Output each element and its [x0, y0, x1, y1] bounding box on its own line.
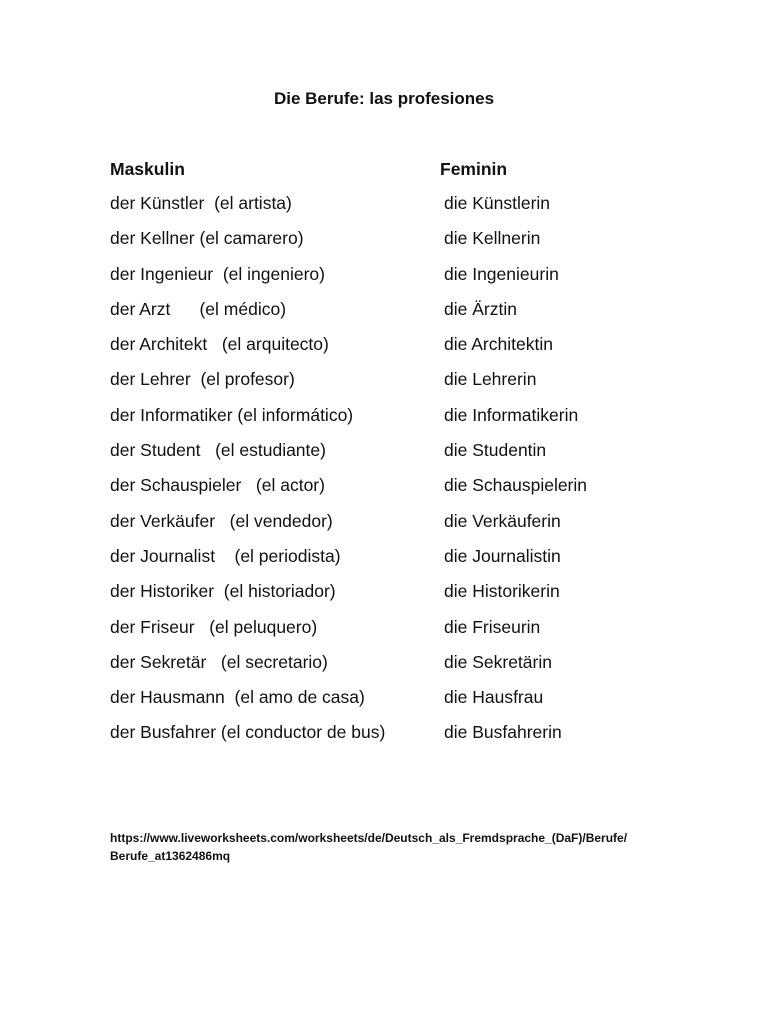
- masculine-form: der Architekt (el arquitecto): [110, 334, 329, 355]
- masculine-form: der Ingenieur (el ingeniero): [110, 263, 325, 284]
- masculine-form: der Journalist (el periodista): [110, 545, 341, 566]
- feminine-form: die Ingenieurin: [444, 263, 559, 284]
- feminine-form: die Studentin: [444, 440, 547, 461]
- masculine-form: der Busfahrer (el conductor de bus): [110, 722, 386, 743]
- feminine-form: die Künstlerin: [444, 193, 551, 213]
- masculine-form: der Künstler (el artista): [110, 193, 292, 213]
- feminine-form: die Sekretärin: [444, 651, 552, 672]
- feminine-form: die Journalistin: [444, 545, 561, 566]
- profession-row: [0, 191, 768, 226]
- profession-row: [0, 262, 768, 297]
- masculine-form: der Verkäufer (el vendedor): [110, 510, 333, 531]
- profession-row: [0, 544, 768, 579]
- masculine-form: der Lehrer (el profesor): [110, 369, 295, 390]
- feminine-form: die Ärztin: [444, 298, 517, 319]
- masculine-form: der Student (el estudiante): [110, 440, 326, 461]
- masculine-form: der Friseur (el peluquero): [110, 616, 318, 637]
- feminine-form: die Architektin: [444, 334, 553, 355]
- feminine-form: die Friseurin: [444, 616, 541, 637]
- page-title: Die Berufe: las profesiones: [273, 89, 495, 108]
- masculine-form: der Schauspieler (el actor): [110, 475, 325, 496]
- masculine-column-header: Maskulin: [110, 159, 185, 179]
- profession-list: [0, 191, 768, 756]
- masculine-form: der Arzt (el médico): [110, 298, 287, 319]
- masculine-form: der Informatiker (el informático): [110, 404, 354, 425]
- profession-row: [0, 438, 768, 473]
- profession-row: [0, 579, 768, 614]
- feminine-form: die Hausfrau: [444, 687, 544, 708]
- masculine-form: der Kellner (el camarero): [110, 228, 304, 249]
- profession-row: [0, 367, 768, 402]
- profession-row: [0, 473, 768, 508]
- feminine-form: die Historikerin: [444, 581, 560, 602]
- profession-row: [0, 226, 768, 261]
- feminine-form: die Kellnerin: [444, 228, 541, 249]
- source-url-line: https://www.liveworksheets.com/worksheets/de/Deutsch_als_Fremdsprache_(DaF)/Berufe/: [110, 831, 628, 845]
- profession-row: [0, 403, 768, 438]
- feminine-form: die Lehrerin: [444, 369, 537, 390]
- feminine-form: die Informatikerin: [444, 404, 579, 425]
- feminine-form: die Verkäuferin: [444, 510, 561, 531]
- masculine-form: der Historiker (el historiador): [110, 581, 336, 602]
- profession-row: [0, 720, 768, 755]
- masculine-form: der Hausmann (el amo de casa): [110, 687, 365, 708]
- profession-row: [0, 332, 768, 367]
- profession-row: [0, 685, 768, 720]
- feminine-form: die Busfahrerin: [444, 722, 562, 743]
- profession-row: [0, 650, 768, 685]
- source-url: [110, 829, 670, 865]
- feminine-column-header: Feminin: [440, 159, 508, 179]
- feminine-form: die Schauspielerin: [444, 475, 588, 496]
- profession-row: [0, 509, 768, 544]
- profession-row: [0, 615, 768, 650]
- masculine-form: der Sekretär (el secretario): [110, 651, 328, 672]
- profession-row: [0, 297, 768, 332]
- source-url-line: Berufe_at1362486mq: [110, 849, 231, 863]
